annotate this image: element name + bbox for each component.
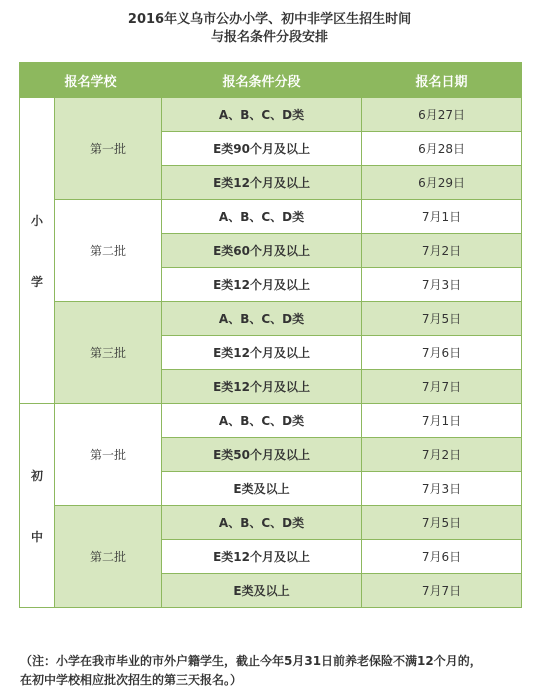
date-cell: 7月1日 [362,200,522,234]
footnote-line: （注：小学在我市毕业的市外户籍学生，截止今年5月31日前养老保险不满12个月的， [20,654,482,668]
batch-cell: 第一批 [55,404,162,506]
table-row [20,404,522,438]
date-cell: 7月3日 [362,268,522,302]
date-cell: 6月28日 [362,132,522,166]
date-cell: 6月27日 [362,98,522,132]
condition-cell: A、B、C、D类 [162,506,362,540]
date-cell: 7月2日 [362,234,522,268]
condition-cell: A、B、C、D类 [162,404,362,438]
date-cell: 7月5日 [362,506,522,540]
date-cell: 7月2日 [362,438,522,472]
header-condition: 报名条件分段 [162,63,362,98]
condition-cell: A、B、C、D类 [162,200,362,234]
condition-cell: E类12个月及以上 [162,336,362,370]
batch-cell: 第一批 [55,98,162,200]
header-school: 报名学校 [20,63,162,98]
level-char: 小 [30,213,43,228]
schedule-table [19,62,522,608]
table-row [20,506,522,540]
page-title: 2016年义乌市公办小学、初中非学区生招生时间 [127,12,412,27]
date-cell: 7月7日 [362,574,522,608]
condition-cell: A、B、C、D类 [162,302,362,336]
date-cell: 7月5日 [362,302,522,336]
batch-cell: 第三批 [55,302,162,404]
level-primary [20,98,55,404]
condition-cell: E类12个月及以上 [162,268,362,302]
header-date: 报名日期 [362,63,522,98]
condition-cell: E类12个月及以上 [162,540,362,574]
level-char: 中 [30,529,43,544]
condition-cell: E类60个月及以上 [162,234,362,268]
page-subtitle: 与报名条件分段安排 [210,30,328,45]
level-char: 初 [30,468,43,483]
date-cell: 6月29日 [362,166,522,200]
table-row [20,302,522,336]
level-middle [20,404,55,608]
condition-cell: E类12个月及以上 [162,370,362,404]
date-cell: 7月3日 [362,472,522,506]
condition-cell: E类12个月及以上 [162,166,362,200]
footnote-line: 在初中学校相应批次招生的第三天报名。） [20,673,243,687]
table-row [20,98,522,132]
date-cell: 7月1日 [362,404,522,438]
condition-cell: E类及以上 [162,574,362,608]
condition-cell: E类90个月及以上 [162,132,362,166]
condition-cell: A、B、C、D类 [162,98,362,132]
table-row [20,200,522,234]
footnote [20,652,525,690]
condition-cell: E类50个月及以上 [162,438,362,472]
date-cell: 7月7日 [362,370,522,404]
date-cell: 7月6日 [362,540,522,574]
date-cell: 7月6日 [362,336,522,370]
level-char: 学 [30,274,43,289]
batch-cell: 第二批 [55,506,162,608]
condition-cell: E类及以上 [162,472,362,506]
table-header-row [20,63,522,98]
batch-cell: 第二批 [55,200,162,302]
